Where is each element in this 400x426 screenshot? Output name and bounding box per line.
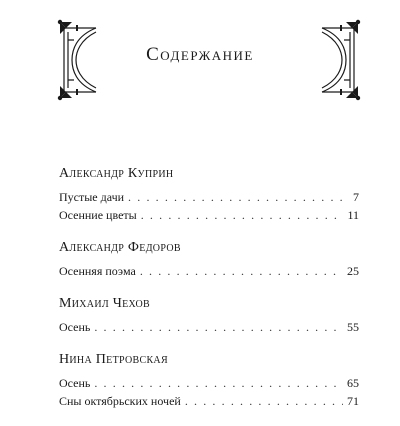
- author-heading: Александр Федоров: [59, 240, 181, 255]
- toc-section: [59, 296, 359, 336]
- entry-page-number: 55: [347, 320, 359, 334]
- entry-title: Пустые дачи: [59, 190, 125, 204]
- entry-page-number: 65: [347, 376, 359, 390]
- entry-page-number: 11: [347, 208, 359, 222]
- entry-title: Осень: [59, 376, 91, 390]
- dot-leader: [185, 392, 343, 410]
- toc-entry[interactable]: [59, 188, 359, 206]
- toc-entry[interactable]: [59, 374, 359, 392]
- dot-leader: [128, 188, 349, 206]
- entry-title: Сны октябрьских ночей: [59, 394, 181, 408]
- dot-leader: [94, 318, 343, 336]
- entry-page-number: 71: [347, 394, 359, 408]
- toc-section: [59, 166, 359, 224]
- entry-page-number: 25: [347, 264, 359, 278]
- author-heading: Нина Петровская: [59, 352, 168, 367]
- toc-entry[interactable]: [59, 262, 359, 280]
- dot-leader: [140, 262, 343, 280]
- table-of-contents: [59, 166, 359, 426]
- toc-section: [59, 352, 359, 410]
- entry-title: Осенняя поэма: [59, 264, 136, 278]
- entry-title: Осень: [59, 320, 91, 334]
- toc-entry[interactable]: [59, 318, 359, 336]
- dot-leader: [94, 374, 343, 392]
- dot-leader: [141, 206, 344, 224]
- toc-section: [59, 240, 359, 280]
- entry-title: Осенние цветы: [59, 208, 137, 222]
- toc-entry[interactable]: [59, 392, 359, 410]
- page-title: Содержание: [146, 44, 254, 65]
- toc-entry[interactable]: [59, 206, 359, 224]
- entry-page-number: 7: [353, 190, 359, 204]
- author-heading: Михаил Чехов: [59, 296, 151, 311]
- author-heading: Александр Куприн: [59, 166, 174, 181]
